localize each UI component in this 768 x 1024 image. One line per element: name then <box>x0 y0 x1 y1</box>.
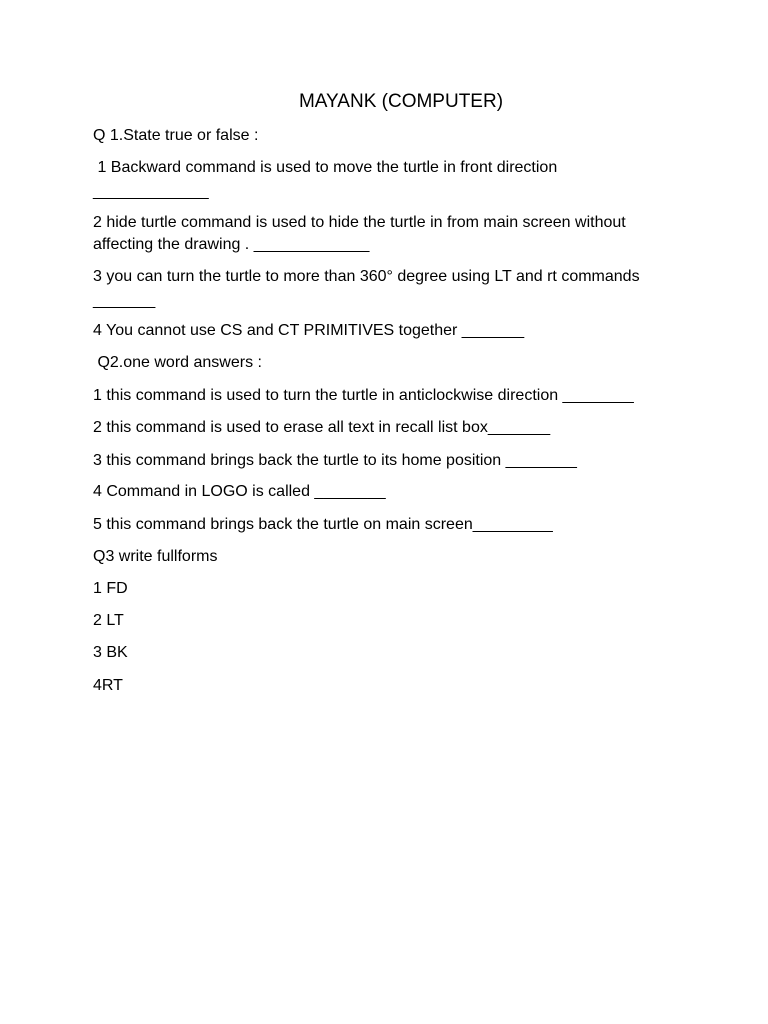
q2-item-1: 1 this command is used to turn the turtle in anticlockwise direction ________ <box>93 387 634 404</box>
q1-item-1-blank: _____________ <box>93 183 209 200</box>
q2-heading: Q2.one word answers : <box>93 354 262 371</box>
q2-item-5: 5 this command brings back the turtle on main screen_________ <box>93 516 553 533</box>
q3-item-4: 4RT <box>93 677 123 694</box>
q2-item-4: 4 Command in LOGO is called ________ <box>93 483 386 500</box>
q3-item-1: 1 FD <box>93 580 128 597</box>
q3-item-2: 2 LT <box>93 612 124 629</box>
q1-item-3: 3 you can turn the turtle to more than 360° degree using LT and rt commands <box>93 268 640 285</box>
q3-item-3: 3 BK <box>93 644 128 661</box>
q2-item-3: 3 this command brings back the turtle to its home position ________ <box>93 452 577 469</box>
q1-heading: Q 1.State true or false : <box>93 127 259 144</box>
q1-item-4: 4 You cannot use CS and CT PRIMITIVES together _______ <box>93 322 525 339</box>
q1-item-2-cont: affecting the drawing . _____________ <box>93 236 370 253</box>
q1-item-2: 2 hide turtle command is used to hide the turtle in from main screen without <box>93 214 626 231</box>
q1-item-1: 1 Backward command is used to move the turtle in front direction <box>93 159 558 176</box>
q1-item-3-blank: _______ <box>93 292 156 309</box>
q2-item-2: 2 this command is used to erase all text in recall list box_______ <box>93 419 551 436</box>
q3-heading: Q3 write fullforms <box>93 548 218 565</box>
document-title: MAYANK (COMPUTER) <box>298 91 504 112</box>
